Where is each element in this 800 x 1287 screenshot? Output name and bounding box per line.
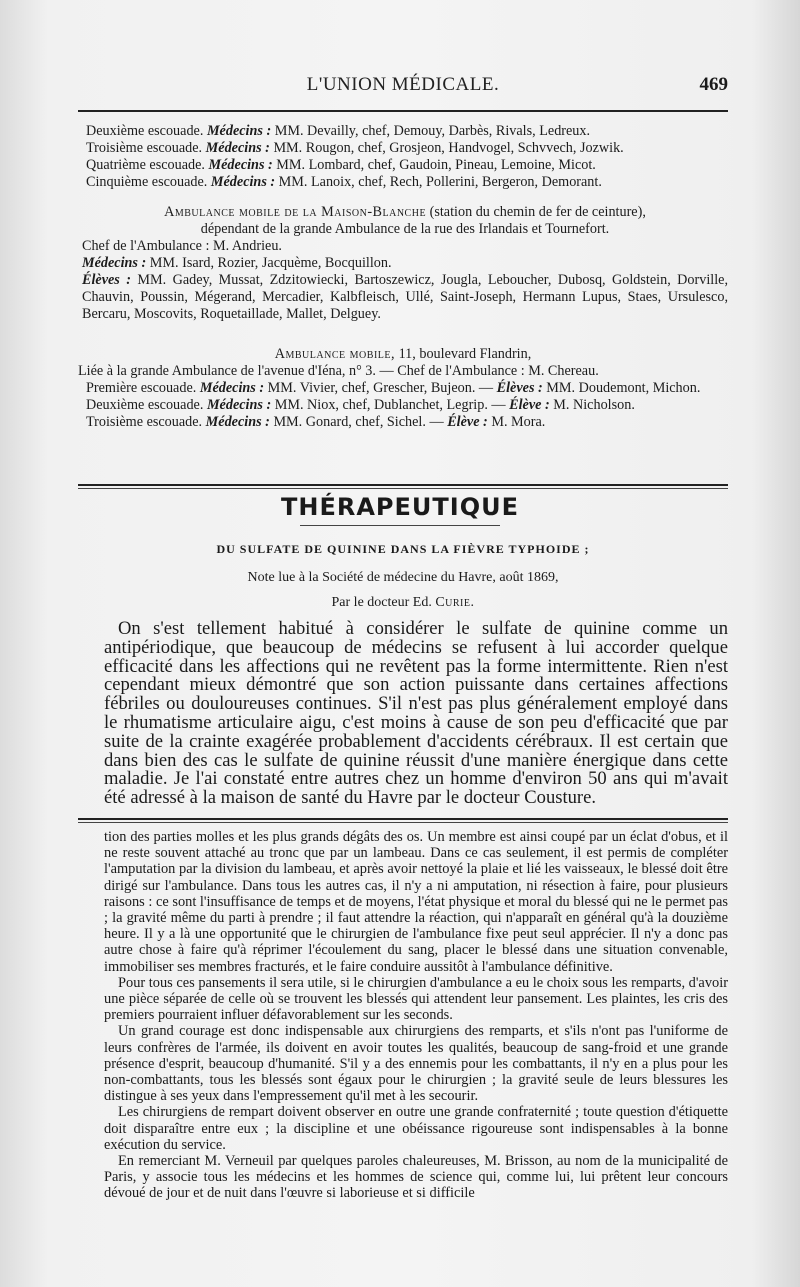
squad-line [86, 174, 728, 191]
author-name: Curie. [435, 595, 475, 610]
medecins-label: Médecins : [82, 255, 147, 271]
squad-role: Médecins : [205, 140, 270, 156]
continuation-paragraph: Un grand courage est donc indispensable aux chirurgiens des remparts, et s'ils n'ont pas l'uniforme de leurs confrères de l'armée, ils doivent en avoir toutes les qualités, beaucoup de sang-froid et une grande présence d'esprit, beaucoup d'humanité. S'il y a des ennemis pour les combattants, il n'y en a plus pour les non-combattants, tous les blessés sont égaux pour le chirurgien ; la gravité seule de leurs blessures les distingue à ses yeux dans l'empressement qu'il met à les secourir. [104, 1023, 728, 1105]
ambulance-heading-sc: Ambulance mobile de la Maison-Blanche [164, 204, 427, 220]
ambulance-eleves [82, 272, 728, 323]
squad-role: Médecins : [208, 157, 273, 173]
footer-rule [78, 818, 728, 820]
article-paragraph: On s'est tellement habitué à considérer le sulfate de quinine comme un antipériodique, que beaucoup de médecins se refusent à lui accorder quelque efficacité dans les affections qui ne revêtent pas la forme intermittente. Rien n'est cependant mieux démontré que son action puissante dans certaines affections fébriles ou douloureuses continues. S'il n'est pas plus généralement employé dans le rhumatisme articulaire aigu, c'est moins à cause de son peu d'efficacité que par suite de la crainte exagérée probablement d'accidents cérébraux. Il est certain que dans bien des cas le sulfate de quinine réussit d'une manière énergique dans cette maladie. Je l'ai constaté entre autres chez un homme d'environ 50 ans qui m'avait été adressé à la maison de santé du Havre par le docteur Cousture. [104, 618, 728, 809]
squad-line [86, 140, 728, 157]
running-title: L'UNION MÉDICALE. [306, 74, 500, 95]
ambulance-heading [82, 204, 728, 221]
eleves-names: M. Mora. [487, 414, 546, 430]
page-header [78, 74, 728, 104]
section-underline [300, 525, 500, 526]
eleves-label: Élèves : [82, 272, 131, 288]
squad-names: MM. Devailly, chef, Demouy, Darbès, Rivals, Ledreux. [274, 123, 591, 139]
page-number: 469 [699, 74, 728, 95]
ambulance-chef: Chef de l'Ambulance : M. Andrieu. [82, 238, 282, 254]
squad-line [86, 123, 728, 140]
squad-role: Médecins : [205, 414, 270, 430]
squad-names: MM. Vivier, chef, Grescher, Bujeon. — [264, 380, 497, 396]
continuation-paragraph: Pour tous ces pansements il sera utile, si le chirurgien d'ambulance a eu le choix sous les remparts, d'avoir une pièce séparée de celle où se trouvent les blessés qui attendent leur pansement. Les plaintes, les cris des premiers pourraient influer défavorablement sur les seconds. [104, 974, 728, 1024]
squad-label: Troisième escouade. [86, 140, 203, 156]
ambulance-heading-rest: (station du chemin de fer de ceinture), [426, 204, 646, 220]
squad-line [78, 380, 728, 397]
continuation-paragraph: En remerciant M. Verneuil par quelques paroles chaleureuses, M. Brisson, au nom de la municipalité de Paris, y associe tous les médecins et les hommes de science qui, comme lui, lui prêtent leur concours dévoué de jour et de nuit dans l'œuvre si laborieuse et si difficile [104, 1153, 728, 1202]
squad-names: MM. Gonard, chef, Sichel. — [269, 414, 448, 430]
header-rule [78, 110, 728, 112]
eleves-label: Élèves : [496, 380, 543, 396]
squad-line [86, 157, 728, 174]
eleves-names: MM. Doudemont, Michon. [542, 380, 701, 396]
squad-role: Médecins : [210, 174, 276, 190]
article-title: DU SULFATE DE QUININE DANS LA FIÈVRE TYPHOIDE ; [216, 542, 590, 556]
eleves-label: Élève : [447, 414, 488, 430]
squad-role: Médecins : [199, 380, 265, 396]
ambulance-heading-rest: 11, boulevard Flandrin, [395, 346, 532, 362]
section-rule-thin [78, 488, 728, 489]
article-note: Note lue à la Société de médecine du Havre, août 1869, [247, 570, 559, 585]
squad-names: MM. Niox, chef, Dublanchet, Legrip. — [271, 397, 510, 413]
squad-line [78, 414, 728, 431]
squad-label: Deuxième escouade. [86, 123, 204, 139]
eleves-names: M. Nicholson. [549, 397, 635, 413]
continuation-paragraph: Les chirurgiens de rempart doivent observer en outre une grande confraternité ; toute question d'étiquette doit disparaître entre eux ; la discipline et une obéissance rigoureuse sont indispensables à la bonne exécution du service. [104, 1104, 728, 1153]
eleves-label: Élève : [509, 397, 550, 413]
squad-label: Troisième escouade. [86, 414, 203, 430]
squad-names: MM. Rougon, chef, Grosjeon, Handvogel, Schvvech, Jozwik. [273, 140, 624, 156]
ambulance-medecins [82, 255, 728, 272]
ambulance-maison-blanche [82, 204, 728, 323]
squad-role: Médecins : [206, 397, 272, 413]
article-author [78, 595, 728, 611]
ambulance-heading [78, 346, 728, 363]
squad-label: Deuxième escouade. [86, 397, 204, 413]
footer-rule-thin [78, 822, 728, 823]
ambulance-heading-sc: Ambulance mobile, [274, 346, 396, 362]
author-prefix: Par le docteur Ed. [331, 595, 436, 610]
medecins-names: MM. Isard, Rozier, Jacquème, Bocquillon. [146, 255, 392, 271]
squad-role: Médecins : [206, 123, 272, 139]
ambulance-flandrin [78, 346, 728, 431]
squad-line [78, 397, 728, 414]
squad-label: Cinquième escouade. [86, 174, 208, 190]
ambulance-subheading: dépendant de la grande Ambulance de la rue des Irlandais et Tournefort. [200, 221, 610, 237]
squad-names: MM. Lanoix, chef, Rech, Pollerini, Bergeron, Demorant. [278, 174, 602, 190]
section-title: THÉRAPEUTIQUE [281, 493, 519, 521]
squad-label: Première escouade. [86, 380, 197, 396]
eleves-names: MM. Gadey, Mussat, Zdzitowiecki, Bartoszewicz, Jougla, Leboucher, Dubosq, Goldstein, Dorville, Chauvin, Poussin, Mégerand, Mercadier, Kalbfleisch, Ullé, Saint-Joseph, Hermann Lupus, Staes, Ursulesco, Bercaru, Moscovits, Roquetaillade, Mallet, Delguey. [82, 272, 728, 322]
continuation-text [104, 829, 728, 1202]
squad-label: Quatrième escouade. [86, 157, 205, 173]
ambulance-subheading: Liée à la grande Ambulance de l'avenue d'Iéna, n° 3. — Chef de l'Ambulance : M. Chereau. [78, 363, 599, 379]
section-rule [78, 484, 728, 486]
squad-names: MM. Lombard, chef, Gaudoin, Pineau, Lemoine, Micot. [276, 157, 596, 173]
continuation-paragraph: tion des parties molles et les plus grands dégâts des os. Un membre est ainsi coupé par un éclat d'obus, et il ne reste souvent attaché au tronc que par un lambeau. Dans ce cas seulement, il est permis de compléter l'amputation par la division du lambeau, et après avoir nettoyé la plaie et lié les vaisseaux, le blessé doit être dirigé sur l'ambulance. Dans tous les autres cas, il n'y a ni amputation, ni résection à faire, pour plusieurs raisons : ce sont l'insuffisance de temps et de moyens, l'état physique et moral du blessé qui ne le permet pas ; la gravité même du parti à prendre ; il faut attendre la réaction, qui n'apparaît en général qu'à la douzième heure. Il y a là une opportunité que le chirurgien de l'ambulance fixe peut seul apprécier. Il n'y a donc pas autre chose à faire qu'à réprimer l'écoulement du sang, placer le blessé dans une situation convenable, immobiliser ses membres fracturés, et le faire conduire aussitôt à l'ambulance définitive. [104, 829, 728, 975]
squad-list [86, 123, 728, 191]
